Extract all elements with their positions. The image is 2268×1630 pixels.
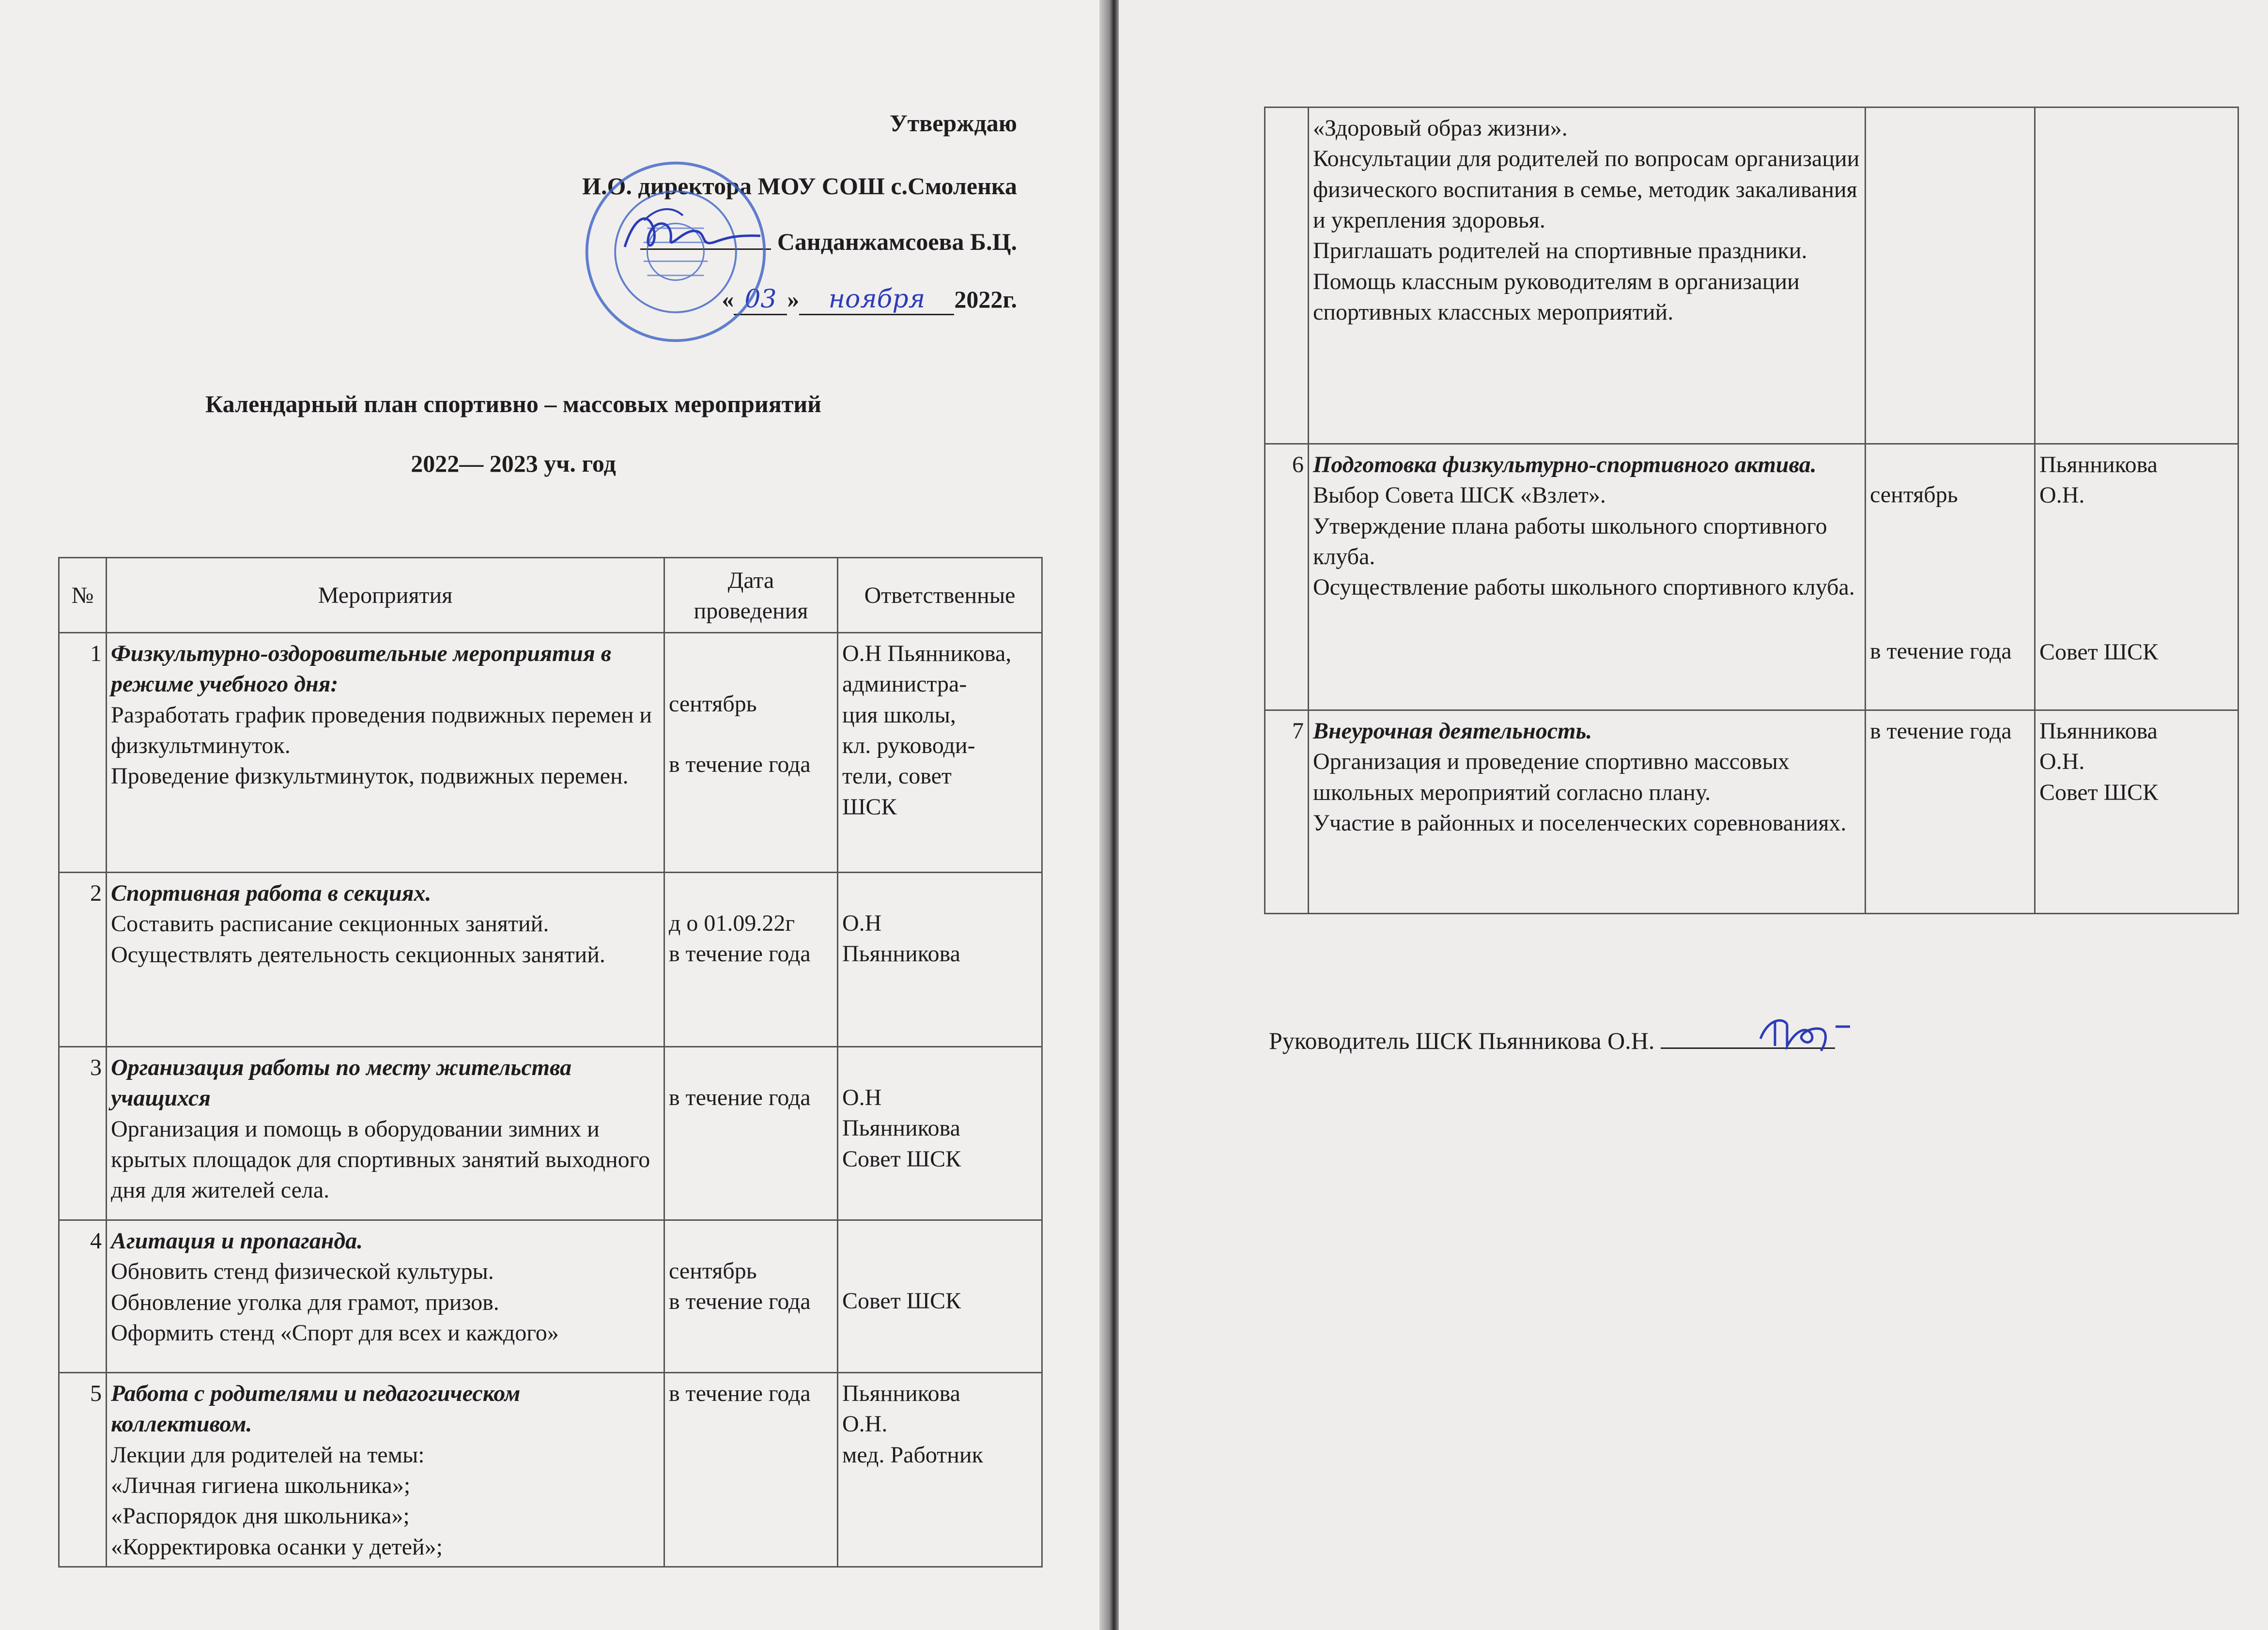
row-line: Приглашать родителей на спортивные праздники. xyxy=(1313,238,1807,264)
row-resp-line: администра- xyxy=(842,671,967,697)
row-resp-line: тели, совет xyxy=(842,763,952,789)
row-line: «Личная гигиена школьника»; xyxy=(111,1473,411,1499)
row-events xyxy=(1309,710,1866,914)
row-resp-line: Пьянникова xyxy=(842,1381,960,1406)
row-num: 4 xyxy=(59,1220,107,1373)
director-signature xyxy=(615,201,770,269)
row-events xyxy=(107,1047,664,1220)
row-date: в течение года xyxy=(669,941,811,967)
row-line: Разработать график проведения подвижных перемен и физкультминуток. xyxy=(111,702,652,759)
row-line: «Распорядок дня школьника»; xyxy=(111,1503,410,1529)
col-header-events: Мероприятия xyxy=(107,558,664,633)
row-resp-line: О.Н Пьянникова, xyxy=(842,641,1012,666)
plan-table xyxy=(58,557,1043,1568)
row-heading: Агитация и пропаганда. xyxy=(111,1228,363,1254)
row-events xyxy=(107,633,664,873)
row-resp-line: О.Н xyxy=(842,1085,882,1110)
head-signature xyxy=(1753,1005,1879,1058)
row-line: Организация и проведение спортивно массовых школьных мероприятий согласно плану. xyxy=(1313,749,1790,805)
table-row xyxy=(1265,444,2238,710)
row-resp-line: Пьянникова xyxy=(842,1115,960,1141)
row-events xyxy=(1309,444,1866,710)
row-dates xyxy=(664,633,838,873)
table-header-row xyxy=(59,558,1042,633)
approve-heading: Утверждаю xyxy=(889,109,1017,137)
row-resp-line: Совет ШСК xyxy=(842,1288,961,1314)
footer-signature-block xyxy=(1269,1027,1835,1055)
table-row xyxy=(59,633,1042,873)
row-line: Утверждение плана работы школьного спортивного клуба. xyxy=(1313,513,1827,570)
row-resp xyxy=(838,1047,1042,1220)
row-date: в течение года xyxy=(669,1381,811,1406)
date-quote-close: » xyxy=(787,286,800,313)
table-row xyxy=(1265,710,2238,914)
row-date: в течение года xyxy=(669,752,811,778)
row-dates xyxy=(1866,710,2035,914)
row-dates xyxy=(664,1220,838,1373)
row-resp-line: О.Н. xyxy=(842,1411,888,1437)
row-events xyxy=(1309,108,1866,444)
date-month: ноября xyxy=(828,285,926,314)
row-date: сентябрь xyxy=(669,691,757,717)
row-resp xyxy=(838,1220,1042,1373)
approver-name: Санданжамсоева Б.Ц. xyxy=(777,228,1017,255)
row-line: Осуществление работы школьного спортивного клуба. xyxy=(1313,574,1855,600)
row-resp-line: ШСК xyxy=(842,794,897,820)
row-num: 6 xyxy=(1265,444,1309,710)
row-resp xyxy=(838,873,1042,1047)
row-resp xyxy=(2035,710,2238,914)
right-page xyxy=(1119,0,2268,1630)
row-date: сентябрь xyxy=(1870,482,1958,507)
row-line: Обновление уголка для грамот, призов. xyxy=(111,1289,499,1315)
row-resp xyxy=(2035,108,2238,444)
row-heading: Физкультурно-оздоровительные мероприятия в режиме учебного дня: xyxy=(111,641,612,697)
row-dates xyxy=(1866,444,2035,710)
row-line: Выбор Совета ШСК «Взлет». xyxy=(1313,482,1606,508)
plan-table-continued xyxy=(1264,107,2239,914)
row-num xyxy=(1265,108,1309,444)
col-header-resp: Ответственные xyxy=(838,558,1042,633)
row-dates xyxy=(1866,108,2035,444)
row-resp-line: О.Н. xyxy=(2039,749,2085,775)
row-line: Помощь классным руководителям в организации спортивных классных мероприятий. xyxy=(1313,268,1800,325)
table-row-continuation xyxy=(1265,108,2238,444)
footer-label: Руководитель ШСК Пьянникова О.Н. xyxy=(1269,1027,1655,1054)
row-resp-line: О.Н xyxy=(842,910,882,936)
row-resp xyxy=(2035,444,2238,710)
row-resp xyxy=(838,633,1042,873)
row-date: в течение года xyxy=(1870,718,2012,744)
row-dates xyxy=(664,873,838,1047)
row-num: 7 xyxy=(1265,710,1309,914)
row-line: Оформить стенд «Спорт для всех и каждого» xyxy=(111,1320,559,1346)
row-resp-line: Пьянникова xyxy=(2039,452,2158,477)
row-line: «Здоровый образ жизни». xyxy=(1313,115,1568,141)
row-date: сентябрь xyxy=(669,1258,757,1284)
row-line: Составить расписание секционных занятий. xyxy=(111,911,549,937)
row-resp-line: О.Н. xyxy=(2039,482,2085,508)
date-quote-open: « xyxy=(722,286,734,313)
row-resp-line: Совет ШСК xyxy=(2039,779,2159,805)
date-day: 03 xyxy=(744,285,777,314)
table-row xyxy=(59,873,1042,1047)
row-line: Консультации для родителей по вопросам организации физического воспитания в семье, методик закаливания и укрепления здоровья. xyxy=(1313,146,1860,233)
date-year: 2022г. xyxy=(954,286,1017,313)
row-date: в течение года xyxy=(1870,638,2012,664)
row-dates xyxy=(664,1373,838,1567)
row-resp-line: Совет ШСК xyxy=(842,1146,961,1172)
row-date: в течение года xyxy=(669,1289,811,1315)
row-num: 5 xyxy=(59,1373,107,1567)
row-events xyxy=(107,1373,664,1567)
row-resp-line: Пьянникова xyxy=(842,941,960,967)
row-resp xyxy=(838,1373,1042,1567)
row-events xyxy=(107,873,664,1047)
table-row xyxy=(59,1373,1042,1567)
row-resp-line: кл. руководи- xyxy=(842,733,975,759)
row-resp-line: ция школы, xyxy=(842,702,956,728)
col-header-date: Дата проведения xyxy=(664,558,838,633)
row-line: Участие в районных и поселенческих соревнованиях. xyxy=(1313,810,1847,836)
row-date: в течение года xyxy=(669,1085,811,1110)
row-line: Организация и помощь в оборудовании зимних и крытых площадок для спортивных занятий выходного дня для жителей села. xyxy=(111,1116,650,1203)
row-dates xyxy=(664,1047,838,1220)
row-num: 3 xyxy=(59,1047,107,1220)
academic-year: 2022— 2023 уч. год xyxy=(411,450,616,477)
row-line: Лекции для родителей на темы: xyxy=(111,1442,425,1468)
row-line: «Корректировка осанки у детей»; xyxy=(111,1534,443,1560)
row-line: Осуществлять деятельность секционных занятий. xyxy=(111,941,605,968)
left-page xyxy=(0,0,1109,1630)
row-heading: Работа с родителями и педагогическом коллективом. xyxy=(111,1381,521,1437)
row-num: 2 xyxy=(59,873,107,1047)
row-heading: Спортивная работа в секциях. xyxy=(111,880,432,906)
row-line: Проведение физкультминуток, подвижных перемен. xyxy=(111,763,629,789)
row-date: д о 01.09.22г xyxy=(669,910,795,936)
row-heading: Подготовка физкультурно-спортивного актива. xyxy=(1313,452,1817,477)
row-resp-line: мед. Работник xyxy=(842,1442,983,1468)
row-num: 1 xyxy=(59,633,107,873)
row-events xyxy=(107,1220,664,1373)
row-heading: Внеурочная деятельность. xyxy=(1313,718,1592,744)
row-heading: Организация работы по месту жительства учащихся xyxy=(111,1055,572,1111)
table-row xyxy=(59,1220,1042,1373)
row-resp-line: Пьянникова xyxy=(2039,718,2158,744)
row-resp-line: Совет ШСК xyxy=(2039,639,2159,665)
table-row xyxy=(59,1047,1042,1220)
page-title: Календарный план спортивно – массовых мероприятий xyxy=(205,390,821,417)
row-line: Обновить стенд физической культуры. xyxy=(111,1259,494,1285)
approver-position: И.О. директора МОУ СОШ с.Смоленка xyxy=(582,172,1017,200)
col-header-num: № xyxy=(59,558,107,633)
